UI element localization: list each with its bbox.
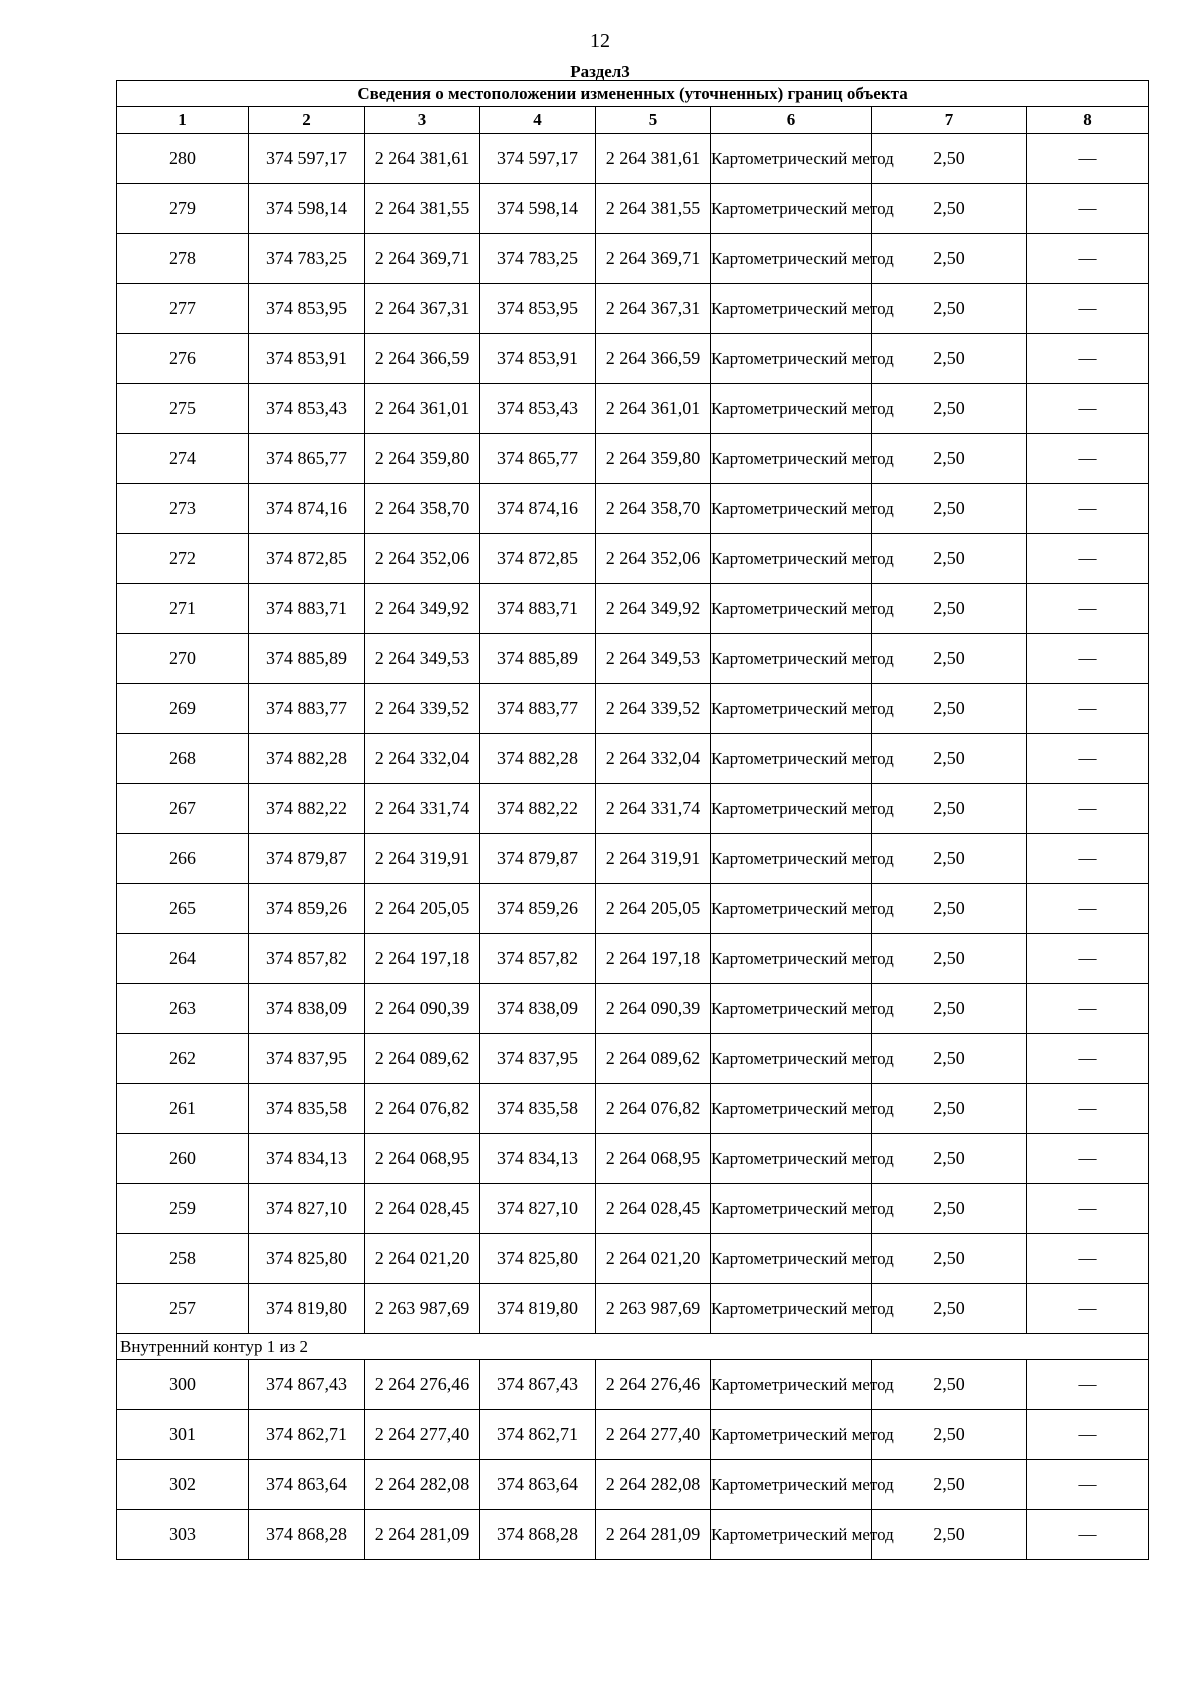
cell-note: — — [1027, 1084, 1149, 1134]
cell-note: — — [1027, 684, 1149, 734]
cell-x-existing: 374 867,43 — [249, 1360, 365, 1410]
cell-method: Картометрический метод — [711, 1510, 872, 1560]
cell-y-new: 2 264 282,08 — [596, 1460, 711, 1510]
cell-x-new: 374 859,26 — [480, 884, 596, 934]
cell-method: Картометрический метод — [711, 534, 872, 584]
cell-note: — — [1027, 484, 1149, 534]
cell-point-number: 258 — [117, 1234, 249, 1284]
cell-x-new: 374 872,85 — [480, 534, 596, 584]
cell-x-existing: 374 827,10 — [249, 1184, 365, 1234]
cell-y-existing: 2 264 021,20 — [365, 1234, 480, 1284]
cell-y-new: 2 264 369,71 — [596, 234, 711, 284]
cell-x-new: 374 598,14 — [480, 184, 596, 234]
cell-y-existing: 2 264 332,04 — [365, 734, 480, 784]
cell-x-new: 374 862,71 — [480, 1410, 596, 1460]
cell-note: — — [1027, 984, 1149, 1034]
cell-note: — — [1027, 1410, 1149, 1460]
cell-accuracy: 2,50 — [872, 1034, 1027, 1084]
cell-method: Картометрический метод — [711, 384, 872, 434]
cell-x-new: 374 825,80 — [480, 1234, 596, 1284]
page-number: 12 — [590, 30, 610, 52]
cell-point-number: 301 — [117, 1410, 249, 1460]
column-number-header: 1 — [117, 107, 249, 134]
cell-note: — — [1027, 134, 1149, 184]
cell-y-existing: 2 264 349,53 — [365, 634, 480, 684]
cell-y-new: 2 264 089,62 — [596, 1034, 711, 1084]
cell-x-new: 374 853,95 — [480, 284, 596, 334]
cell-method: Картометрический метод — [711, 684, 872, 734]
cell-y-existing: 2 264 090,39 — [365, 984, 480, 1034]
table-row — [117, 1184, 1149, 1234]
table-row — [117, 1410, 1149, 1460]
cell-y-existing: 2 264 358,70 — [365, 484, 480, 534]
section-title: Раздел3 — [570, 62, 630, 81]
cell-x-new: 374 882,22 — [480, 784, 596, 834]
table-row — [117, 1084, 1149, 1134]
cell-accuracy: 2,50 — [872, 334, 1027, 384]
table-row — [117, 1510, 1149, 1560]
outer-contour-rows — [117, 134, 1149, 1334]
cell-point-number: 278 — [117, 234, 249, 284]
table-row — [117, 634, 1149, 684]
cell-y-new: 2 264 381,61 — [596, 134, 711, 184]
cell-method: Картометрический метод — [711, 984, 872, 1034]
cell-x-existing: 374 598,14 — [249, 184, 365, 234]
cell-note: — — [1027, 584, 1149, 634]
cell-point-number: 274 — [117, 434, 249, 484]
cell-accuracy: 2,50 — [872, 1134, 1027, 1184]
cell-y-existing: 2 264 068,95 — [365, 1134, 480, 1184]
cell-accuracy: 2,50 — [872, 384, 1027, 434]
cell-x-new: 374 883,71 — [480, 584, 596, 634]
cell-y-existing: 2 264 281,09 — [365, 1510, 480, 1560]
cell-y-existing: 2 264 319,91 — [365, 834, 480, 884]
inner-contour-rows — [117, 1360, 1149, 1560]
cell-y-existing: 2 264 359,80 — [365, 434, 480, 484]
cell-x-existing: 374 838,09 — [249, 984, 365, 1034]
cell-accuracy: 2,50 — [872, 1360, 1027, 1410]
cell-method: Картометрический метод — [711, 834, 872, 884]
cell-x-new: 374 837,95 — [480, 1034, 596, 1084]
table-row — [117, 484, 1149, 534]
cell-note: — — [1027, 1234, 1149, 1284]
table-row — [117, 1460, 1149, 1510]
cell-point-number: 279 — [117, 184, 249, 234]
cell-y-new: 2 264 349,92 — [596, 584, 711, 634]
cell-y-existing: 2 264 028,45 — [365, 1184, 480, 1234]
cell-note: — — [1027, 534, 1149, 584]
table-row — [117, 984, 1149, 1034]
cell-note: — — [1027, 1134, 1149, 1184]
cell-x-new: 374 867,43 — [480, 1360, 596, 1410]
cell-y-existing: 2 264 381,55 — [365, 184, 480, 234]
cell-x-existing: 374 597,17 — [249, 134, 365, 184]
cell-accuracy: 2,50 — [872, 584, 1027, 634]
cell-note: — — [1027, 934, 1149, 984]
cell-note: — — [1027, 1360, 1149, 1410]
cell-x-new: 374 868,28 — [480, 1510, 596, 1560]
cell-point-number: 273 — [117, 484, 249, 534]
cell-point-number: 263 — [117, 984, 249, 1034]
cell-point-number: 280 — [117, 134, 249, 184]
cell-x-existing: 374 885,89 — [249, 634, 365, 684]
table-row — [117, 1360, 1149, 1410]
cell-method: Картометрический метод — [711, 434, 872, 484]
cell-accuracy: 2,50 — [872, 734, 1027, 784]
cell-y-new: 2 264 277,40 — [596, 1410, 711, 1460]
cell-x-existing: 374 783,25 — [249, 234, 365, 284]
cell-x-existing: 374 853,43 — [249, 384, 365, 434]
cell-point-number: 260 — [117, 1134, 249, 1184]
cell-y-existing: 2 264 276,46 — [365, 1360, 480, 1410]
cell-x-new: 374 783,25 — [480, 234, 596, 284]
cell-x-existing: 374 834,13 — [249, 1134, 365, 1184]
table-row — [117, 1234, 1149, 1284]
cell-point-number: 269 — [117, 684, 249, 734]
cell-point-number: 271 — [117, 584, 249, 634]
cell-x-existing: 374 879,87 — [249, 834, 365, 884]
cell-x-new: 374 883,77 — [480, 684, 596, 734]
cell-x-existing: 374 872,85 — [249, 534, 365, 584]
cell-x-existing: 374 874,16 — [249, 484, 365, 534]
table-row — [117, 334, 1149, 384]
cell-note: — — [1027, 334, 1149, 384]
table-row — [117, 734, 1149, 784]
cell-note: — — [1027, 734, 1149, 784]
cell-method: Картометрический метод — [711, 734, 872, 784]
cell-point-number: 270 — [117, 634, 249, 684]
cell-point-number: 275 — [117, 384, 249, 434]
cell-note: — — [1027, 184, 1149, 234]
cell-method: Картометрический метод — [711, 1410, 872, 1460]
table-row — [117, 234, 1149, 284]
cell-y-new: 2 264 197,18 — [596, 934, 711, 984]
cell-x-existing: 374 853,91 — [249, 334, 365, 384]
cell-x-existing: 374 863,64 — [249, 1460, 365, 1510]
cell-note: — — [1027, 1034, 1149, 1084]
table-row — [117, 284, 1149, 334]
cell-accuracy: 2,50 — [872, 784, 1027, 834]
cell-y-new: 2 264 090,39 — [596, 984, 711, 1034]
cell-accuracy: 2,50 — [872, 1284, 1027, 1334]
column-number-header: 8 — [1027, 107, 1149, 134]
cell-y-existing: 2 264 277,40 — [365, 1410, 480, 1460]
table-row — [117, 434, 1149, 484]
cell-point-number: 272 — [117, 534, 249, 584]
table-caption: Сведения о местоположении измененных (уточненных) границ объекта — [117, 81, 1149, 107]
cell-point-number: 302 — [117, 1460, 249, 1510]
cell-y-existing: 2 264 205,05 — [365, 884, 480, 934]
cell-x-existing: 374 865,77 — [249, 434, 365, 484]
cell-y-new: 2 264 361,01 — [596, 384, 711, 434]
cell-accuracy: 2,50 — [872, 134, 1027, 184]
column-number-header: 5 — [596, 107, 711, 134]
table-row — [117, 934, 1149, 984]
cell-x-existing: 374 825,80 — [249, 1234, 365, 1284]
cell-point-number: 300 — [117, 1360, 249, 1410]
table-row — [117, 384, 1149, 434]
cell-x-new: 374 597,17 — [480, 134, 596, 184]
cell-method: Картометрический метод — [711, 334, 872, 384]
cell-accuracy: 2,50 — [872, 1460, 1027, 1510]
cell-y-existing: 2 264 197,18 — [365, 934, 480, 984]
cell-point-number: 265 — [117, 884, 249, 934]
cell-y-new: 2 264 281,09 — [596, 1510, 711, 1560]
cell-y-existing: 2 264 367,31 — [365, 284, 480, 334]
cell-point-number: 303 — [117, 1510, 249, 1560]
cell-x-existing: 374 853,95 — [249, 284, 365, 334]
cell-note: — — [1027, 1184, 1149, 1234]
column-number-header: 3 — [365, 107, 480, 134]
contour-label-row — [117, 1334, 1149, 1360]
cell-y-new: 2 264 332,04 — [596, 734, 711, 784]
table-row — [117, 134, 1149, 184]
cell-point-number: 268 — [117, 734, 249, 784]
cell-point-number: 267 — [117, 784, 249, 834]
cell-y-new: 2 264 276,46 — [596, 1360, 711, 1410]
cell-x-new: 374 885,89 — [480, 634, 596, 684]
cell-x-new: 374 882,28 — [480, 734, 596, 784]
cell-method: Картометрический метод — [711, 934, 872, 984]
cell-x-new: 374 819,80 — [480, 1284, 596, 1334]
cell-method: Картометрический метод — [711, 284, 872, 334]
cell-y-new: 2 264 359,80 — [596, 434, 711, 484]
cell-note: — — [1027, 834, 1149, 884]
cell-point-number: 261 — [117, 1084, 249, 1134]
cell-x-new: 374 874,16 — [480, 484, 596, 534]
cell-y-new: 2 264 352,06 — [596, 534, 711, 584]
cell-point-number: 266 — [117, 834, 249, 884]
table-row — [117, 534, 1149, 584]
cell-y-new: 2 264 319,91 — [596, 834, 711, 884]
cell-y-existing: 2 264 369,71 — [365, 234, 480, 284]
cell-method: Картометрический метод — [711, 1034, 872, 1084]
cell-accuracy: 2,50 — [872, 1184, 1027, 1234]
table-row — [117, 684, 1149, 734]
cell-x-new: 374 834,13 — [480, 1134, 596, 1184]
cell-x-existing: 374 857,82 — [249, 934, 365, 984]
cell-y-new: 2 264 205,05 — [596, 884, 711, 934]
cell-x-new: 374 865,77 — [480, 434, 596, 484]
cell-accuracy: 2,50 — [872, 234, 1027, 284]
cell-note: — — [1027, 434, 1149, 484]
cell-x-existing: 374 883,77 — [249, 684, 365, 734]
cell-accuracy: 2,50 — [872, 634, 1027, 684]
cell-point-number: 259 — [117, 1184, 249, 1234]
table-row — [117, 834, 1149, 884]
cell-y-new: 2 264 366,59 — [596, 334, 711, 384]
cell-method: Картометрический метод — [711, 584, 872, 634]
table-row — [117, 884, 1149, 934]
cell-y-existing: 2 263 987,69 — [365, 1284, 480, 1334]
cell-point-number: 264 — [117, 934, 249, 984]
cell-y-existing: 2 264 361,01 — [365, 384, 480, 434]
cell-x-existing: 374 835,58 — [249, 1084, 365, 1134]
cell-method: Картометрический метод — [711, 234, 872, 284]
table-row — [117, 1284, 1149, 1334]
cell-method: Картометрический метод — [711, 1184, 872, 1234]
cell-accuracy: 2,50 — [872, 284, 1027, 334]
cell-x-new: 374 827,10 — [480, 1184, 596, 1234]
cell-method: Картометрический метод — [711, 1360, 872, 1410]
cell-x-existing: 374 868,28 — [249, 1510, 365, 1560]
cell-y-new: 2 264 028,45 — [596, 1184, 711, 1234]
cell-y-new: 2 264 358,70 — [596, 484, 711, 534]
cell-y-existing: 2 264 282,08 — [365, 1460, 480, 1510]
cell-accuracy: 2,50 — [872, 884, 1027, 934]
cell-y-new: 2 264 367,31 — [596, 284, 711, 334]
cell-x-new: 374 857,82 — [480, 934, 596, 984]
table-row — [117, 584, 1149, 634]
cell-point-number: 257 — [117, 1284, 249, 1334]
table-row — [117, 1034, 1149, 1084]
cell-y-existing: 2 264 381,61 — [365, 134, 480, 184]
table-row — [117, 784, 1149, 834]
table-row — [117, 1134, 1149, 1184]
cell-method: Картометрический метод — [711, 1134, 872, 1184]
cell-note: — — [1027, 634, 1149, 684]
cell-x-existing: 374 859,26 — [249, 884, 365, 934]
cell-x-new: 374 863,64 — [480, 1460, 596, 1510]
cell-x-existing: 374 882,28 — [249, 734, 365, 784]
table-row — [117, 184, 1149, 234]
cell-accuracy: 2,50 — [872, 1510, 1027, 1560]
cell-accuracy: 2,50 — [872, 534, 1027, 584]
cell-x-existing: 374 882,22 — [249, 784, 365, 834]
column-number-header: 7 — [872, 107, 1027, 134]
cell-y-existing: 2 264 349,92 — [365, 584, 480, 634]
cell-method: Картометрический метод — [711, 134, 872, 184]
cell-y-new: 2 264 381,55 — [596, 184, 711, 234]
column-number-header: 4 — [480, 107, 596, 134]
cell-note: — — [1027, 1284, 1149, 1334]
cell-note: — — [1027, 784, 1149, 834]
cell-method: Картометрический метод — [711, 634, 872, 684]
cell-method: Картометрический метод — [711, 1284, 872, 1334]
cell-method: Картометрический метод — [711, 484, 872, 534]
cell-accuracy: 2,50 — [872, 434, 1027, 484]
cell-method: Картометрический метод — [711, 1084, 872, 1134]
column-numbers-row — [117, 107, 1149, 134]
boundary-coordinates-table — [116, 80, 1149, 1560]
cell-accuracy: 2,50 — [872, 984, 1027, 1034]
cell-y-new: 2 264 068,95 — [596, 1134, 711, 1184]
cell-y-new: 2 264 021,20 — [596, 1234, 711, 1284]
cell-y-existing: 2 264 339,52 — [365, 684, 480, 734]
cell-y-existing: 2 264 352,06 — [365, 534, 480, 584]
cell-y-new: 2 264 331,74 — [596, 784, 711, 834]
cell-method: Картометрический метод — [711, 784, 872, 834]
cell-note: — — [1027, 1460, 1149, 1510]
column-number-header: 6 — [711, 107, 872, 134]
cell-x-new: 374 879,87 — [480, 834, 596, 884]
cell-method: Картометрический метод — [711, 184, 872, 234]
cell-x-new: 374 838,09 — [480, 984, 596, 1034]
cell-accuracy: 2,50 — [872, 484, 1027, 534]
cell-x-existing: 374 837,95 — [249, 1034, 365, 1084]
cell-y-new: 2 264 349,53 — [596, 634, 711, 684]
cell-y-new: 2 263 987,69 — [596, 1284, 711, 1334]
cell-method: Картометрический метод — [711, 884, 872, 934]
cell-x-existing: 374 819,80 — [249, 1284, 365, 1334]
cell-point-number: 262 — [117, 1034, 249, 1084]
cell-note: — — [1027, 384, 1149, 434]
cell-note: — — [1027, 234, 1149, 284]
cell-accuracy: 2,50 — [872, 934, 1027, 984]
cell-accuracy: 2,50 — [872, 834, 1027, 884]
contour-label: Внутренний контур 1 из 2 — [117, 1334, 1149, 1360]
cell-y-existing: 2 264 331,74 — [365, 784, 480, 834]
cell-accuracy: 2,50 — [872, 684, 1027, 734]
cell-method: Картометрический метод — [711, 1234, 872, 1284]
cell-x-new: 374 835,58 — [480, 1084, 596, 1134]
cell-x-existing: 374 862,71 — [249, 1410, 365, 1460]
cell-note: — — [1027, 884, 1149, 934]
cell-x-new: 374 853,43 — [480, 384, 596, 434]
cell-point-number: 276 — [117, 334, 249, 384]
cell-y-new: 2 264 339,52 — [596, 684, 711, 734]
cell-x-existing: 374 883,71 — [249, 584, 365, 634]
cell-method: Картометрический метод — [711, 1460, 872, 1510]
column-number-header: 2 — [249, 107, 365, 134]
cell-accuracy: 2,50 — [872, 184, 1027, 234]
cell-y-existing: 2 264 366,59 — [365, 334, 480, 384]
cell-note: — — [1027, 1510, 1149, 1560]
cell-accuracy: 2,50 — [872, 1234, 1027, 1284]
cell-y-new: 2 264 076,82 — [596, 1084, 711, 1134]
cell-accuracy: 2,50 — [872, 1410, 1027, 1460]
cell-note: — — [1027, 284, 1149, 334]
cell-accuracy: 2,50 — [872, 1084, 1027, 1134]
cell-y-existing: 2 264 089,62 — [365, 1034, 480, 1084]
cell-point-number: 277 — [117, 284, 249, 334]
cell-y-existing: 2 264 076,82 — [365, 1084, 480, 1134]
cell-x-new: 374 853,91 — [480, 334, 596, 384]
